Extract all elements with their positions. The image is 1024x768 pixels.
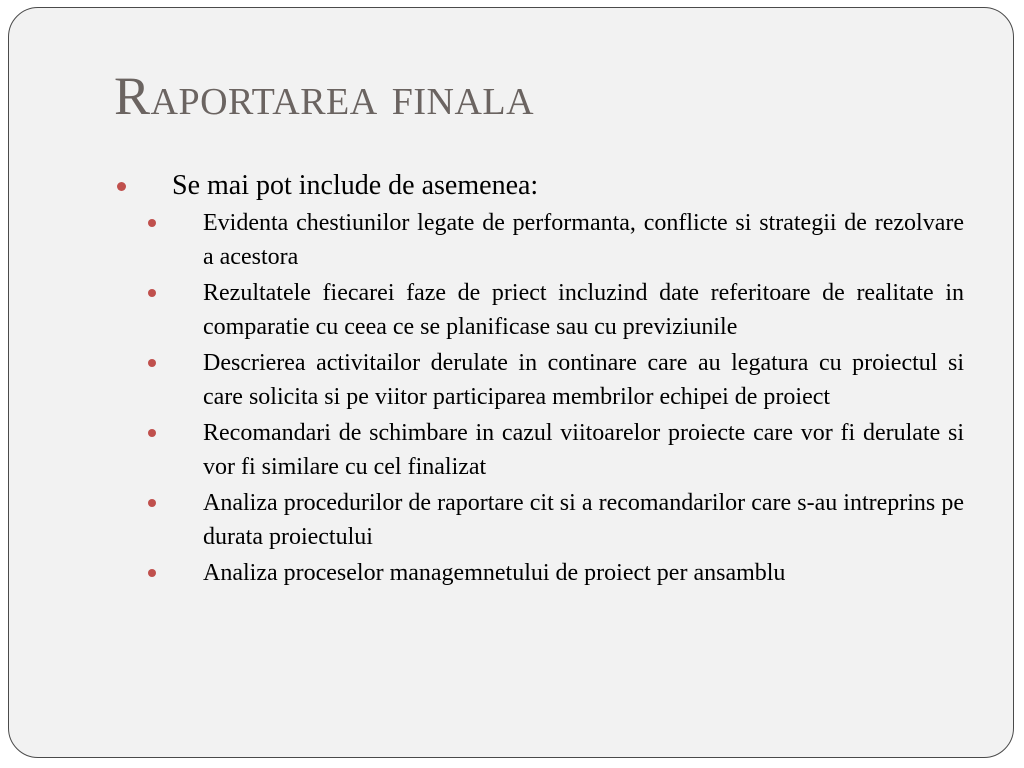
intro-bullet bbox=[172, 166, 952, 206]
bullet-icon bbox=[148, 499, 156, 507]
list-item bbox=[203, 276, 964, 344]
bullet-icon bbox=[148, 569, 156, 577]
list-item bbox=[203, 206, 964, 274]
sub-bullet-list bbox=[203, 206, 964, 592]
intro-text: Se mai pot include de asemenea: bbox=[172, 170, 539, 201]
list-item bbox=[203, 416, 964, 484]
list-item-text: Recomandari de schimbare in cazul viitoarelor proiecte care vor fi derulate si vor fi similare cu cel finalizat bbox=[203, 420, 964, 480]
bullet-icon bbox=[148, 289, 156, 297]
bullet-icon bbox=[148, 219, 156, 227]
list-item bbox=[203, 486, 964, 554]
list-item-text: Analiza procedurilor de raportare cit si a recomandarilor care s-au intreprins pe durata proiectului bbox=[203, 490, 964, 550]
bullet-icon bbox=[148, 429, 156, 437]
slide-title: Raportarea finala bbox=[114, 66, 535, 126]
list-item-text: Descrierea activitailor derulate in continare care au legatura cu proiectul si care solicita si pe viitor participarea membrilor echipei de proiect bbox=[203, 350, 964, 410]
list-item-text: Analiza proceselor managemnetului de proiect per ansamblu bbox=[203, 560, 786, 586]
list-item-text: Rezultatele fiecarei faze de priect incluzind date referitoare de realitate in comparatie cu ceea ce se planificase sau cu previziunile bbox=[203, 280, 964, 340]
bullet-icon bbox=[148, 359, 156, 367]
list-item-text: Evidenta chestiunilor legate de performanta, conflicte si strategii de rezolvare a acestora bbox=[203, 210, 964, 270]
list-item bbox=[203, 346, 964, 414]
list-item bbox=[203, 556, 964, 590]
bullet-icon bbox=[117, 182, 126, 191]
